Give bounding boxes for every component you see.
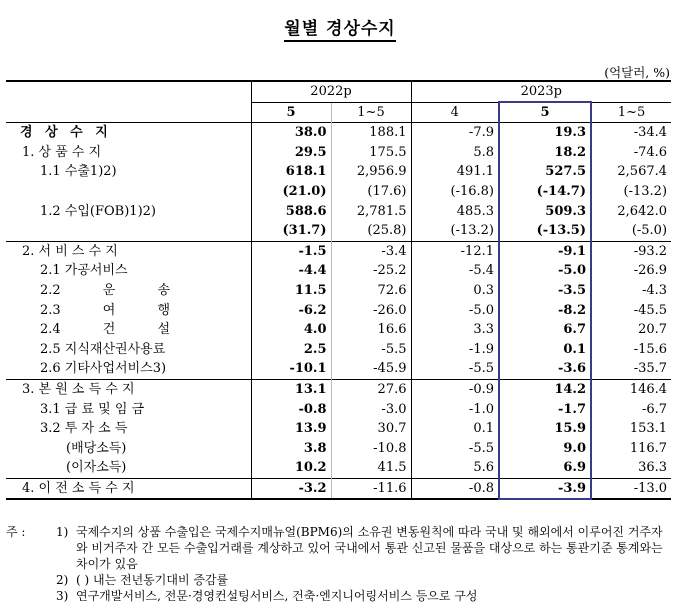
cell: 6.9 xyxy=(499,458,591,478)
col-header: 5 xyxy=(499,102,591,123)
cell: 38.0 xyxy=(251,123,331,143)
cell: 14.2 xyxy=(499,379,591,399)
cell: (-13.5) xyxy=(499,221,591,241)
cell: 27.6 xyxy=(331,379,411,399)
cell: 0.1 xyxy=(411,419,499,439)
cell: 9.0 xyxy=(499,439,591,459)
cell: (-5.0) xyxy=(591,221,671,241)
cell: -4.4 xyxy=(251,261,331,281)
table-row xyxy=(6,281,671,301)
cell: -1.0 xyxy=(411,399,499,419)
cell: -10.1 xyxy=(251,359,331,379)
cell: 20.7 xyxy=(591,320,671,340)
unit-label: (억달러, %) xyxy=(604,65,670,80)
cell: 11.5 xyxy=(251,281,331,301)
row-label: 경 상 수 지 xyxy=(6,123,251,143)
row-label: 1.1 수출1)2) xyxy=(40,164,117,180)
cell: -0.9 xyxy=(411,379,499,399)
cell: -1.9 xyxy=(411,340,499,360)
table-row xyxy=(6,221,671,241)
col-header: 1~5 xyxy=(591,102,671,123)
row-label: 2.3 여 행 xyxy=(40,302,171,318)
cell: -5.0 xyxy=(499,261,591,281)
cell: 3.3 xyxy=(411,320,499,340)
cell: 13.1 xyxy=(251,379,331,399)
note-text: ( ) 내는 전년동기대비 증감률 xyxy=(76,573,229,587)
cell: 2,567.4 xyxy=(591,162,671,182)
row-label: (배당소득) xyxy=(66,440,127,456)
cell: -12.1 xyxy=(411,241,499,261)
cell: -25.2 xyxy=(331,261,411,281)
cell: 18.2 xyxy=(499,143,591,163)
row-label: 3.2 투 자 소 득 xyxy=(40,421,128,437)
note-number: 3) xyxy=(56,589,69,603)
cell: -11.6 xyxy=(331,478,411,499)
note-text: 국제수지의 상품 수출입은 국제수지매뉴얼(BPM6)의 소유권 변동원칙에 따라 국내 및 해외에서 이루어진 거주자와 비거주자 간 모든 수출입거래를 계상하고 있어 국내에서 통관 신고된 물품을 대상으로 하는 통관기준 통계와는 차이가 있음 xyxy=(76,525,663,571)
cell: -74.6 xyxy=(591,143,671,163)
cell: 10.2 xyxy=(251,458,331,478)
cell: 588.6 xyxy=(251,201,331,221)
table-row xyxy=(6,478,671,499)
cell: -10.8 xyxy=(331,439,411,459)
row-label: 2.1 가공서비스 xyxy=(40,263,128,279)
cell: 146.4 xyxy=(591,379,671,399)
cell: -0.8 xyxy=(251,399,331,419)
cell: 72.6 xyxy=(331,281,411,301)
cell: -3.5 xyxy=(499,281,591,301)
col-header: 5 xyxy=(251,102,331,123)
cell: (-14.7) xyxy=(499,182,591,202)
cell: -5.5 xyxy=(331,340,411,360)
header-row-months xyxy=(6,102,671,123)
row-label: 2.2 운 송 xyxy=(40,283,171,299)
cell: -34.4 xyxy=(591,123,671,143)
cell: 4.0 xyxy=(251,320,331,340)
cell: 2,956.9 xyxy=(331,162,411,182)
cell: -0.8 xyxy=(411,478,499,499)
table-row xyxy=(6,162,671,182)
row-label: 2. 서 비 스 수 지 xyxy=(6,241,251,261)
cell: -3.0 xyxy=(331,399,411,419)
cell: -26.0 xyxy=(331,300,411,320)
note-prefix: 주 : xyxy=(6,525,26,539)
cell: -3.9 xyxy=(499,478,591,499)
row-label: 1.2 수입(FOB)1)2) xyxy=(40,203,156,219)
cell: -4.3 xyxy=(591,281,671,301)
cell: -93.2 xyxy=(591,241,671,261)
row-label: 2.5 지식재산권사용료 xyxy=(40,341,166,357)
note-text: 연구개발서비스, 전문·경영컨설팅서비스, 건축·엔지니어링서비스 등으로 구성 xyxy=(76,589,478,603)
row-label: 2.6 기타사업서비스3) xyxy=(40,361,167,377)
cell: (21.0) xyxy=(251,182,331,202)
note-number: 1) xyxy=(56,525,69,539)
footnotes xyxy=(6,524,674,604)
cell: 2.5 xyxy=(251,340,331,360)
table-row xyxy=(6,359,671,379)
cell: 5.8 xyxy=(411,143,499,163)
page-title: 월별 경상수지 xyxy=(0,14,680,39)
table-row xyxy=(6,123,671,143)
cell: 509.3 xyxy=(499,201,591,221)
table-row xyxy=(6,340,671,360)
table-row xyxy=(6,419,671,439)
table-row xyxy=(6,379,671,399)
cell: -5.5 xyxy=(411,359,499,379)
cell: 618.1 xyxy=(251,162,331,182)
cell: 6.7 xyxy=(499,320,591,340)
cell: (25.8) xyxy=(331,221,411,241)
table-row xyxy=(6,182,671,202)
header-row-years xyxy=(6,81,671,102)
row-label: 3. 본 원 소 득 수 지 xyxy=(6,379,251,399)
footnote-1 xyxy=(6,524,674,572)
cell: 527.5 xyxy=(499,162,591,182)
cell: 485.3 xyxy=(411,201,499,221)
year-2022-header: 2022p xyxy=(251,81,411,102)
cell: 19.3 xyxy=(499,123,591,143)
row-label: 4. 이 전 소 득 수 지 xyxy=(6,478,251,499)
cell: 3.8 xyxy=(251,439,331,459)
cell: 2,781.5 xyxy=(331,201,411,221)
cell: -3.6 xyxy=(499,359,591,379)
row-label: 2.4 건 설 xyxy=(40,322,171,338)
col-header: 1~5 xyxy=(331,102,411,123)
cell: 116.7 xyxy=(591,439,671,459)
cell: 188.1 xyxy=(331,123,411,143)
row-label: 1. 상 품 수 지 xyxy=(22,144,102,160)
cell: (31.7) xyxy=(251,221,331,241)
cell: -45.9 xyxy=(331,359,411,379)
table-row xyxy=(6,143,671,163)
cell: (-13.2) xyxy=(411,221,499,241)
cell: -9.1 xyxy=(499,241,591,261)
row-label xyxy=(6,182,251,202)
cell: 153.1 xyxy=(591,419,671,439)
cell: -1.5 xyxy=(251,241,331,261)
footnote-2 xyxy=(6,572,674,588)
cell: 16.6 xyxy=(331,320,411,340)
cell: -15.6 xyxy=(591,340,671,360)
table-row xyxy=(6,201,671,221)
cell: 41.5 xyxy=(331,458,411,478)
cell: -35.7 xyxy=(591,359,671,379)
col-header: 4 xyxy=(411,102,499,123)
cell: -8.2 xyxy=(499,300,591,320)
cell: -6.7 xyxy=(591,399,671,419)
note-number: 2) xyxy=(56,573,69,587)
cell: (17.6) xyxy=(331,182,411,202)
cell: 36.3 xyxy=(591,458,671,478)
cell: -6.2 xyxy=(251,300,331,320)
cell: (-16.8) xyxy=(411,182,499,202)
table-row xyxy=(6,439,671,459)
table-row xyxy=(6,399,671,419)
cell: -26.9 xyxy=(591,261,671,281)
table-row xyxy=(6,261,671,281)
table-row xyxy=(6,241,671,261)
cell: 175.5 xyxy=(331,143,411,163)
cell: -45.5 xyxy=(591,300,671,320)
cell: 5.6 xyxy=(411,458,499,478)
cell: 30.7 xyxy=(331,419,411,439)
cell: 0.1 xyxy=(499,340,591,360)
cell: 0.3 xyxy=(411,281,499,301)
cell: -5.0 xyxy=(411,300,499,320)
row-label: (이자소득) xyxy=(66,460,127,476)
cell: -3.2 xyxy=(251,478,331,499)
table-row xyxy=(6,300,671,320)
table-row xyxy=(6,320,671,340)
table-row xyxy=(6,458,671,478)
cell: 13.9 xyxy=(251,419,331,439)
cell: 15.9 xyxy=(499,419,591,439)
cell: -5.5 xyxy=(411,439,499,459)
cell: 29.5 xyxy=(251,143,331,163)
row-label: 3.1 급 료 및 임 금 xyxy=(40,401,145,417)
cell: -7.9 xyxy=(411,123,499,143)
footnote-3 xyxy=(6,588,674,604)
row-label xyxy=(6,221,251,241)
current-account-table xyxy=(6,80,671,500)
year-2023-header: 2023p xyxy=(411,81,671,102)
cell: 2,642.0 xyxy=(591,201,671,221)
cell: -1.7 xyxy=(499,399,591,419)
cell: (-13.2) xyxy=(591,182,671,202)
cell: -5.4 xyxy=(411,261,499,281)
cell: 491.1 xyxy=(411,162,499,182)
cell: -3.4 xyxy=(331,241,411,261)
cell: -13.0 xyxy=(591,478,671,499)
